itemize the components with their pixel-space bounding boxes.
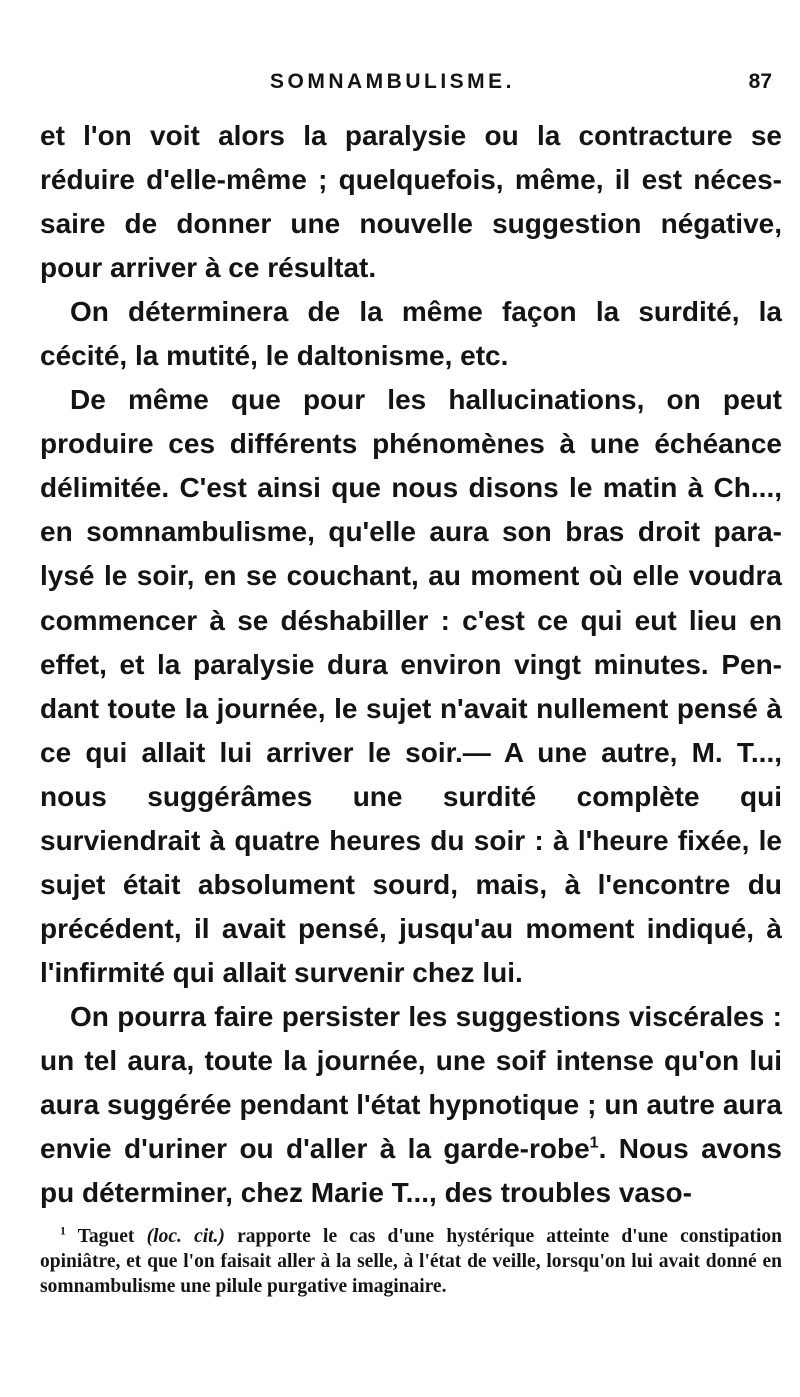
- footnote: [40, 1224, 782, 1299]
- footnote-reference: 1: [589, 1134, 599, 1152]
- page-number: 87: [748, 70, 772, 93]
- paragraph-4-text-after-note: . Nous avons pu déterminer, chez Marie T..., des troubles vaso-: [40, 1133, 782, 1209]
- running-title: SOMNAMBULISME.: [270, 70, 515, 93]
- footnote-citation: (loc. cit.): [146, 1226, 225, 1247]
- footnote-marker: 1: [60, 1224, 66, 1238]
- paragraph-1: et l'on voit alors la paralysie ou la contracture se réduire d'elle-même ; quelquefois, même, il est néces-saire de donner une nouvelle suggestion négative, pour arriver à ce résultat.: [40, 120, 782, 284]
- paragraph-4: [40, 995, 782, 1215]
- paragraph-2: On déterminera de la même façon la surdité, la cécité, la mutité, le daltonisme, etc.: [40, 296, 782, 372]
- paragraph-4-text-before-note: On pourra faire persister les suggestions viscérales : un tel aura, toute la journée, une soif intense qu'on lui aura suggérée pendant l'état hypnotique ; un autre aura envie d'uriner ou d'aller à la garde-robe: [40, 1000, 782, 1165]
- paragraph-3: De même que pour les hallucinations, on peut produire ces différents phénomènes à une échéance délimitée. C'est ainsi que nous disons le matin à Ch..., en somnambulisme, qu'elle aura son bras droit para-lysé le soir, en se couchant, au moment où elle voudra commencer à se déshabiller : c'est ce qui eut lieu en effet, et la paralysie dura environ vingt minutes. Pen-dant toute la journée, le sujet n'avait nullement pensé à ce qui allait lui arriver le soir.— A une autre, M. T..., nous suggérâmes une surdité complète qui surviendrait à quatre heures du soir : à l'heure fixée, le sujet était absolument sourd, mais, à l'encontre du précédent, il avait pensé, jusqu'au moment indiqué, à l'infirmité qui allait survenir chez lui.: [40, 384, 782, 988]
- footnote-author: Taguet: [77, 1226, 135, 1247]
- main-text: [40, 114, 782, 1215]
- page-header: [40, 70, 790, 106]
- footnote-text: rapporte le cas d'une hystérique atteinte d'une constipation opiniâtre, et que l'on faisait aller à la selle, à l'état de veille, lorsqu'on lui avait donné en somnambulisme une pilule purgative imaginaire.: [40, 1226, 783, 1297]
